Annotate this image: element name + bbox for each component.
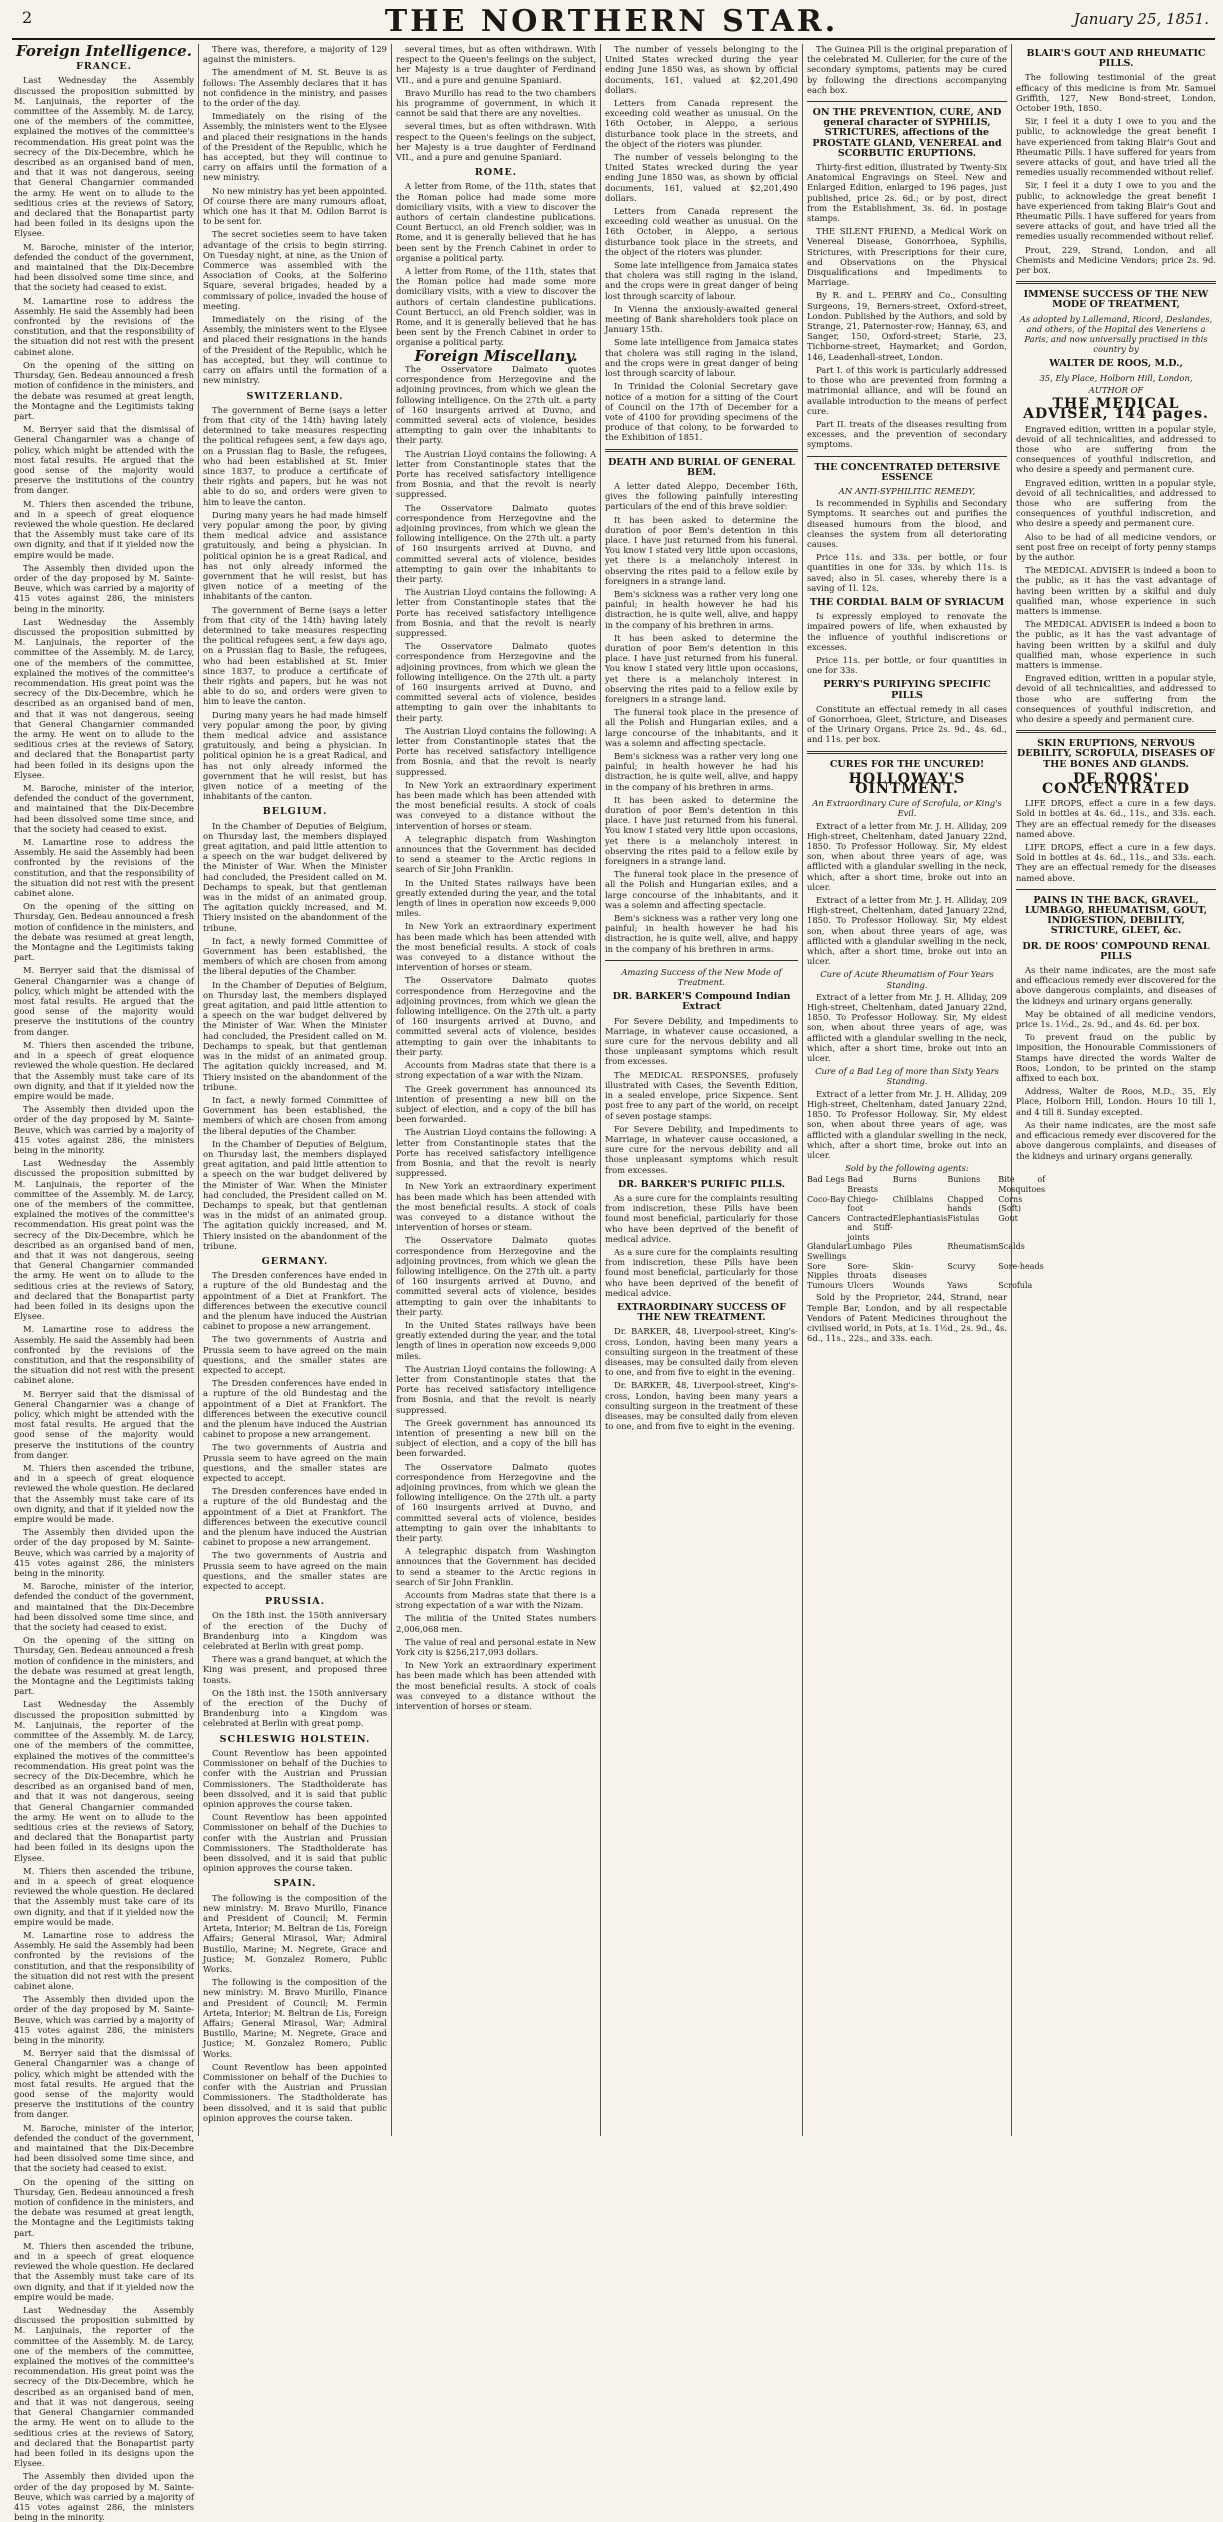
ad-subheading: AN ANTI-SYPHILITIC REMEDY, — [838, 485, 976, 496]
article-paragraph: Last Wednesday the Assembly discussed the proposition submitted by M. Lanjuinais, the reporter of the committee of the Assembly. M. de Larcy, one of the members of the committee, explained the motives of the committee's recommendation. His great point was the secrecy of the Dix-Decembre, which he described as an organised band of men, and that it was not dangerous, seeing that General Changarnier commanded the army. He went on to allude to the seditious cries at the reviews of Satory, and declared that the Bonapartist party had been foiled in its designs upon the Elysee. — [14, 1158, 194, 1322]
ad-paragraph: Sir, I feel it a duty I owe to you and the public, to acknowledge the great benefit I have experienced from taking Blair's Gout and Rheumatic Pills. I have suffered for years from severe attacks of gout, and have tried all the remedies usually recommended without relief. — [1016, 180, 1216, 242]
divider — [605, 960, 798, 961]
ailment-item: Piles — [892, 1242, 913, 1252]
ailment-item: Scurvy — [947, 1261, 976, 1271]
article-paragraph: M. Baroche, minister of the interior, defended the conduct of the government, and maintained that the Dix-Decembre had been dissolved some time since, and that the society had ceased to exist. — [14, 2122, 194, 2174]
article-paragraph: M. Berryer said that the dismissal of General Changarnier was a change of policy, which might be attended with the most fatal results. He argued that the good sense of the majority would preserve the institutions of the country from danger. — [14, 424, 194, 496]
article-paragraph: Last Wednesday the Assembly discussed the proposition submitted by M. Lanjuinais, the reporter of the committee of the Assembly. M. de Larcy, one of the members of the committee, explained the motives of the committee's recommendation. His great point was the secrecy of the Dix-Decembre, which he described as an organised band of men, and that it was not dangerous, seeing that General Changarnier commanded the army. He went on to allude to the seditious cries at the reviews of Satory, and declared that the Bonapartist party had been foiled in its designs upon the Elysee. — [14, 75, 194, 239]
ad-paragraph: As their name indicates, are the most safe and efficacious remedy ever discovered for the above dangerous complaints, and diseases of the kidneys and urinary organs generally. — [1016, 965, 1216, 1006]
article-paragraph: Last Wednesday the Assembly discussed the proposition submitted by M. Lanjuinais, the reporter of the committee of the Assembly. M. de Larcy, one of the members of the committee, explained the motives of the committee's recommendation. His great point was the secrecy of the Dix-Decembre, which he described as an organised band of men, and that it was not dangerous, seeing that General Changarnier commanded the army. He went on to allude to the seditious cries at the reviews of Satory, and declared that the Bonapartist party had been foiled in its designs upon the Elysee. — [14, 616, 194, 780]
ailment-item: Chapped hands — [947, 1194, 984, 1214]
article-paragraph: M. Lamartine rose to address the Assembly. He said the Assembly had been confronted by the revisions of the constitution, and that the responsibility of the situation did not rest with the present cabinet alone. — [14, 295, 194, 357]
article-paragraph: The Dresden conferences have ended in a rupture of the old Bundestag and the appointment of a Diet at Frankfort. The differences between the executive council and the plenum have induced the Austrian cabinet to propose a new arrangement. — [203, 1270, 387, 1332]
ailment-item: Ulcers — [847, 1280, 874, 1290]
article-paragraph: The amendment of M. St. Beuve is as follows: The Assembly declares that it has not confidence in the ministry, and passes to the order of the day. — [203, 67, 387, 109]
article-paragraph: A telegraphic dispatch from Washington announces that the Government has decided to send a steamer to the Arctic regions in search of Sir John Franklin. — [396, 1546, 596, 1587]
ailment-item: Bad Legs — [807, 1175, 845, 1185]
subheading-germany: GERMANY. — [261, 1255, 329, 1267]
ad-subheading: As adopted by Lallemand, Ricord, Deslandes, and others, of the Hopital des Veneriens a Paris, and now universally practised in this country by — [1019, 313, 1213, 355]
page-number: 2 — [22, 8, 33, 27]
ad-heading: CURES FOR THE UNCURED! — [829, 758, 985, 770]
article-paragraph: In Trinidad the Colonial Secretary gave notice of a motion for a sitting of the Court of Council on the 17th of December for a vote of 4100 for providing specimens of the produce of that colony, to be forwarded to the Exhibition of 1851. — [605, 381, 798, 443]
article-paragraph: No new ministry has yet been appointed. Of course there are many rumours afloat, which one has it that M. Odilon Barrot is to be sent for. — [203, 185, 387, 227]
ad-paragraph: By R. and L. PERRY and Co., Consulting Surgeons, 19, Berners-street, Oxford-street, London. Published by the Authors, and sold by Strange, 21, Paternoster-row; Hannay, 63, and Sanger, 150, Oxford-street; Starie, 23, Tichborne-street, Haymarket; and Gordon, 146, Leadenhall-street, London. — [807, 290, 1007, 362]
article-paragraph: The Osservatore Dalmato quotes correspondence from Herzegovine and the adjoining provinces, from which we glean the following intelligence. On the 27th ult. a party of 160 insurgents arrived at Duvno, and committed several acts of violence, besides attempting to gain over the inhabitants to their party. — [396, 641, 596, 723]
divider — [807, 101, 1007, 102]
article-paragraph: Last Wednesday the Assembly discussed the proposition submitted by M. Lanjuinais, the reporter of the committee of the Assembly. M. de Larcy, one of the members of the committee, explained the motives of the committee's recommendation. His great point was the secrecy of the Dix-Decembre, which he described as an organised band of men, and that it was not dangerous, seeing that General Changarnier commanded the army. He went on to allude to the seditious cries at the reviews of Satory, and declared that the Bonapartist party had been foiled in its designs upon the Elysee. — [14, 1699, 194, 1863]
article-paragraph: In the United States railways have been greatly extended during the year, and the total length of lines in operation now exceeds 9,000 miles. — [396, 877, 596, 919]
article-paragraph: The Assembly then divided upon the order of the day proposed by M. Sainte-Beuve, which was carried by a majority of 415 votes against 286, the ministers being in the minority. — [14, 1527, 194, 1579]
article-paragraph: On the opening of the sitting on Thursday, Gen. Bedeau announced a fresh motion of confidence in the ministers, and the debate was resumed at great length, the Montagne and the Legitimists taking part. — [14, 901, 194, 963]
article-paragraph: The Assembly then divided upon the order of the day proposed by M. Sainte-Beuve, which was carried by a majority of 415 votes against 286, the ministers being in the minority. — [14, 2471, 194, 2522]
article-paragraph: The militia of the United States numbers 2,006,068 men. — [396, 1613, 596, 1634]
ad-heading: PAINS IN THE BACK, GRAVEL, LUMBAGO, RHEUMATISM, GOUT, INDIGESTION, DEBILITY, STRICTURE, GLEET, &c. — [1024, 894, 1208, 937]
article-paragraph: It has been asked to determine the duration of poor Bem's detention in this place. I have just returned from his funeral. You know I stated very little upon occasions, yet there is a melancholy interest in observing the rites paid to a fellow exile by foreigners in a strange land. — [605, 514, 798, 586]
article-paragraph: In fact, a newly formed Committee of Government has been established, the members of which are chosen from among the liberal deputies of the Chamber. — [203, 935, 387, 977]
column-4 — [605, 44, 798, 2134]
ad-paragraph: Engraved edition, written in a popular style, devoid of all technicalities, and addressed to those who are suffering from the consequences of youthful indiscretion, and who desire a speedy and permanent cure. — [1016, 673, 1216, 724]
ad-heading: SKIN ERUPTIONS, NERVOUS DEBILITY, SCROFULA, DISEASES OF THE BONES AND GLANDS. — [1016, 738, 1216, 770]
article-paragraph: Letters from Canada represent the exceeding cold weather as unusual. On the 16th October, in Aleppo, a serious disturbance took place in the streets, and the object of the rioters was plunder. — [605, 206, 798, 257]
article-paragraph: It has been asked to determine the duration of poor Bem's detention in this place. I have just returned from his funeral. You know I stated very little upon occasions, yet there is a melancholy interest in observing the rites paid to a fellow exile by foreigners in a strange land. — [605, 794, 798, 867]
newspaper-title: THE NORTHERN STAR. — [384, 4, 839, 39]
article-paragraph: Count Reventlow has been appointed Commissioner on behalf of the Duchies to confer with the Austrian and Prussian Commissioners. The Stadtholderate has been dissolved, and it is said that public opinion approves the course taken. — [203, 1747, 387, 1809]
article-paragraph: The Assembly then divided upon the order of the day proposed by M. Sainte-Beuve, which was carried by a majority of 415 votes against 286, the ministers being in the minority. — [14, 1104, 194, 1155]
ad-heading: DR. BARKER'S Compound Indian Extract — [612, 991, 791, 1013]
ailment-item: Sore-heads — [998, 1261, 1044, 1271]
article-paragraph: M. Baroche, minister of the interior, defended the conduct of the government, and maintained that the Dix-Decembre had been dissolved some time since, and that the society had ceased to exist. — [14, 1581, 194, 1633]
ad-paragraph: LIFE DROPS, effect a cure in a few days. Sold in bottles at 4s. 6d., 11s., and 33s. each. They are an effectual remedy for the diseases named above. — [1016, 842, 1216, 883]
ad-title: DE ROOS' CONCENTRATED — [1041, 770, 1191, 797]
article-paragraph: The Austrian Lloyd contains the following: A letter from Constantinople states that the Porte has received satisfactory intelligence from Bosnia, and that the revolt is nearly suppressed. — [396, 587, 596, 638]
article-paragraph: In New York an extraordinary experiment has been made which has been attended with the most beneficial results. A stock of coals was conveyed to a distance without the intervention of horses or steam. — [396, 779, 596, 831]
article-paragraph: The two governments of Austria and Prussia seem to have agreed on the main questions, and the smaller states are expected to accept. — [203, 1334, 387, 1375]
ailment-item: Skin-diseases — [892, 1261, 927, 1281]
ailment-item: Fistulas — [947, 1213, 980, 1223]
divider — [1016, 281, 1216, 284]
ad-title: HOLLOWAY'S OINTMENT. — [848, 770, 966, 797]
ad-paragraph: Price 11s. and 33s. per bottle, or four quantities in one for 33s. by which 11s. is saved; also in 5l. cases, whereby there is a saving of 1l. 12s. — [807, 552, 1007, 593]
ad-subheading: An Extraordinary Cure of Scrofula, or King's Evil. — [812, 798, 1002, 819]
ad-paragraph: The Guinea Pill is the original preparation of the celebrated M. Cullerier, for the cure of the secondary symptoms, patients may be cured by following the directions accompanying each box. — [807, 44, 1007, 95]
article-paragraph: Some late intelligence from Jamaica states that cholera was still raging in the island, and the crops were in great danger of being lost through scarcity of labour. — [605, 260, 798, 301]
ad-paragraph: Dr. BARKER, 48, Liverpool-street, King's-cross, London, having been many years a consulting surgeon in the treatment of these diseases, may be consulted daily from eleven to one, and from five to eight in the evening. — [605, 1380, 798, 1432]
ailment-item: Contracted and Stiff-joints — [847, 1213, 893, 1242]
issue-date: January 25, 1851. — [1073, 10, 1209, 28]
article-paragraph: M. Baroche, minister of the interior, defended the conduct of the government, and maintained that the Dix-Decembre had been dissolved some time since, and that the society had ceased to exist. — [14, 241, 194, 293]
divider — [807, 456, 1007, 457]
article-paragraph: A telegraphic dispatch from Washington announces that the Government has decided to send a steamer to the Arctic regions in search of Sir John Franklin. — [396, 833, 596, 875]
masthead-rule — [12, 38, 1215, 40]
column-divider — [1011, 44, 1012, 2136]
ad-heading: PERRY'S PURIFYING SPECIFIC PILLS — [823, 679, 991, 701]
ad-paragraph: The MEDICAL ADVISER is indeed a boon to the public, as it has the vast advantage of having been written by a skilful and duly qualified man, whose experience in such matters is immense. — [1016, 619, 1216, 670]
article-paragraph: The Austrian Lloyd contains the following: A letter from Constantinople states that the Porte has received satisfactory intelligence from Bosnia, and that the revolt is nearly suppressed. — [396, 448, 596, 500]
article-paragraph: M. Lamartine rose to address the Assembly. He said the Assembly had been confronted by the revisions of the constitution, and that the responsibility of the situation did not rest with the present cabinet alone. — [14, 1929, 194, 1991]
ad-heading: DR. DE ROOS' COMPOUND RENAL PILLS — [1022, 940, 1210, 962]
ad-paragraph: Sold by the Proprietor, 244, Strand, near Temple Bar, London, and by all respectable Vendors of Patent Medicines throughout the civilised world, in Pots, at 1s. 1½d., 2s. 9d., 4s. 6d., 11s., 22s., and 33s. each. — [807, 1292, 1007, 1344]
article-paragraph: In the Chamber of Deputies of Belgium, on Thursday last, the members displayed great agitation, and paid little attention to a speech on the war budget delivered by the Minister of War. When the Minister had concluded, the President called on M. Dechamps to speak, but that gentleman was in the midst of an animated group. The agitation quickly increased, and M. Thiery insisted on the abandonment of the tribune. — [203, 1138, 387, 1251]
ad-paragraph: Thirty-first edition, illustrated by Twenty-Six Anatomical Engravings on Steel. New and Enlarged Edition, enlarged to 196 pages, just published, price 2s. 6d.; or by post, direct from the Establishment, 3s. 6d. in postage stamps. — [807, 162, 1007, 224]
article-paragraph: There was, therefore, a majority of 129 against the ministers. — [203, 44, 387, 65]
ad-paragraph: Part I. of this work is particularly addressed to those who are prevented from forming a matrimonial alliance, and will be found an available introduction to the means of perfect cure. — [807, 364, 1007, 416]
column-divider — [391, 44, 392, 2136]
subheading-spain: SPAIN. — [273, 1878, 317, 1890]
ailment-item: Corns (Soft) — [998, 1194, 1023, 1214]
article-paragraph: There was a grand banquet, at which the King was present, and proposed three toasts. — [203, 1654, 387, 1685]
article-paragraph: In fact, a newly formed Committee of Government has been established, the members of which are chosen from among the liberal deputies of the Chamber. — [203, 1094, 387, 1136]
divider — [1016, 730, 1216, 733]
article-paragraph: The following is the composition of the new ministry: M. Bravo Murillo, Finance and President of Council; M. Fermin Arteta, Interior; M. Beltran de Lis, Foreign Affairs; General Mirasol, War; Admiral Bustillo, Marine; M. Negrete, Grace and Justice; M. Gonzalez Romero, Public Works. — [203, 1892, 387, 1974]
ad-paragraph: For Severe Debility, and Impediments to Marriage, in whatever cause occasioned, a sure cure for the nervous debility and all those unpleasant symptoms which result from excesses. — [605, 1123, 798, 1175]
article-paragraph: The Austrian Lloyd contains the following: A letter from Constantinople states that the Porte has received satisfactory intelligence from Bosnia, and that the revolt is nearly suppressed. — [396, 1127, 596, 1179]
ailment-item: Bunions — [947, 1175, 981, 1185]
article-paragraph: The Osservatore Dalmato quotes correspondence from Herzegovine and the adjoining provinces, from which we glean the following intelligence. On the 27th ult. a party of 160 insurgents arrived at Duvno, and committed several acts of violence, besides attempting to gain over the inhabitants to their party. — [396, 1235, 596, 1317]
article-paragraph: M. Berryer said that the dismissal of General Changarnier was a change of policy, which might be attended with the most fatal results. He argued that the good sense of the majority would preserve the institutions of the country from danger. — [14, 1388, 194, 1460]
ailment-item: Chiego-foot — [847, 1194, 879, 1214]
ailment-item: Bad Breasts — [847, 1175, 878, 1194]
ailment-item: Rheumatism — [947, 1242, 999, 1252]
section-heading: Foreign Miscellany. — [414, 346, 578, 365]
article-paragraph: several times, but as often withdrawn. With respect to the Queen's feelings on the subject, her Majesty is a true daughter of Ferdinand VII., and a pure and genuine Spaniard. — [396, 121, 596, 163]
article-paragraph: Last Wednesday the Assembly discussed the proposition submitted by M. Lanjuinais, the reporter of the committee of the Assembly. M. de Larcy, one of the members of the committee, explained the motives of the committee's recommendation. His great point was the secrecy of the Dix-Decembre, which he described as an organised band of men, and that it was not dangerous, seeing that General Changarnier commanded the army. He went on to allude to the seditious cries at the reviews of Satory, and declared that the Bonapartist party had been foiled in its designs upon the Elysee. — [14, 2305, 194, 2469]
article-heading: DEATH AND BURIAL OF GENERAL BEM. — [608, 456, 795, 478]
article-paragraph: The Greek government has announced its intention of presenting a new bill on the subject of election, and a copy of the bill has been forwarded. — [396, 1083, 596, 1125]
article-paragraph: In the United States railways have been greatly extended during the year, and the total length of lines in operation now exceeds 9,000 miles. — [396, 1319, 596, 1361]
ailment-item: Cancers — [807, 1213, 841, 1223]
ad-heading: IMMENSE SUCCESS OF THE NEW MODE OF TREATMENT, — [1023, 289, 1209, 311]
article-paragraph: On the opening of the sitting on Thursday, Gen. Bedeau announced a fresh motion of confidence in the ministers, and the debate was resumed at great length, the Montagne and the Legitimists taking part. — [14, 359, 194, 421]
article-paragraph: Bem's sickness was a rather very long one painful; in health however he had his distraction, he is quite well, alive, and happy in the company of his brethren in arms. — [605, 913, 798, 954]
subheading-belgium: BELGIUM. — [262, 806, 328, 818]
article-paragraph: The following is the composition of the new ministry: M. Bravo Murillo, Finance and President of Council; M. Fermin Arteta, Interior; M. Beltran de Lis, Foreign Affairs; General Mirasol, War; Admiral Bustillo, Marine; M. Negrete, Grace and Justice; M. Gonzalez Romero, Public Works. — [203, 1977, 387, 2059]
article-paragraph: In New York an extraordinary experiment has been made which has been attended with the most beneficial results. A stock of coals was conveyed to a distance without the intervention of horses or steam. — [396, 1660, 596, 1712]
ad-heading: THE CORDIAL BALM OF SYRIACUM — [809, 596, 1005, 608]
article-paragraph: The funeral took place in the presence of all the Polish and Hungarian exiles, and a large concourse of the inhabitants, and it was a solemn and affecting spectacle. — [605, 869, 798, 910]
article-paragraph: The Assembly then divided upon the order of the day proposed by M. Sainte-Beuve, which was carried by a majority of 415 votes against 286, the ministers being in the minority. — [14, 562, 194, 614]
ad-paragraph: Sir, I feel it a duty I owe to you and the public, to acknowledge the great benefit I have experienced from taking Blair's Gout and Rheumatic Pills. I have suffered for years from severe attacks of gout, and have tried all the remedies usually recommended without relief. — [1016, 116, 1216, 178]
ad-paragraph: As a sure cure for the complaints resulting from indiscretion, these Pills have been found most beneficial, particularly for those who have been deprived of the benefit of medical advice. — [605, 1192, 798, 1244]
ailment-item: Burns — [892, 1175, 917, 1185]
article-paragraph: In the Chamber of Deputies of Belgium, on Thursday last, the members displayed great agitation, and paid little attention to a speech on the war budget delivered by the Minister of War. When the Minister had concluded, the President called on M. Dechamps to speak, but that gentleman was in the midst of an animated group. The agitation quickly increased, and M. Thiery insisted on the abandonment of the tribune. — [203, 979, 387, 1092]
ad-paragraph: LIFE DROPS, effect a cure in a few days. Sold in bottles at 4s. 6d., 11s., and 33s. each. They are an effectual remedy for the diseases named above. — [1016, 798, 1216, 839]
ad-paragraph: Extract of a letter from Mr. J. H. Alliday, 209 High-street, Cheltenham, dated January 22nd, 1850. To Professor Holloway. Sir, My eldest son, when about three years of age, was afflicted with a glandular swelling in the neck, which, after a short time, broke out into an ulcer. — [807, 1088, 1007, 1160]
ailment-item: Sore Nipples — [807, 1261, 839, 1281]
ad-paragraph: Extract of a letter from Mr. J. H. Alliday, 209 High-street, Cheltenham, dated January 22nd, 1850. To Professor Holloway. Sir, My eldest son, when about three years of age, was afflicted with a glandular swelling in the neck, which, after a short time, broke out into an ulcer. — [807, 820, 1007, 892]
ad-paragraph: The MEDICAL RESPONSES, profusely illustrated with Cases, the Seventh Edition, in a sealed envelope, price Sixpence. Sent post free to any part of the world, on receipt of seven postage stamps. — [605, 1069, 798, 1121]
divider — [807, 751, 1007, 754]
article-paragraph: A letter dated Aleppo, December 16th, gives the following painfully interesting particulars of the end of this brave soldier: — [605, 480, 798, 512]
column-1 — [14, 42, 194, 2522]
ad-subheading: Cure of a Bad Leg of more than Sixty Years Standing. — [815, 1066, 999, 1087]
subheading-schleswig-holstein: SCHLESWIG HOLSTEIN. — [219, 1733, 371, 1745]
article-paragraph: The government of Berne (says a letter from that city of the 14th) having lately determined to take measures respecting the political refugees sent, a few days ago, on a Prussian flag to Basle, the refugees, who had been established at St. Imier since 1837, to produce a certificate of their rights and papers, but he was not able to do so, and orders were given to him to leave the canton. — [203, 604, 387, 707]
ad-paragraph: To prevent fraud on the public by imposition, the Honourable Commissioners of Stamps have directed the words Walter de Roos, London, to be printed on the stamp affixed to each box. — [1016, 1032, 1216, 1084]
article-paragraph: The value of real and personal estate in New York city is $256,217,093 dollars. — [396, 1636, 596, 1658]
ad-heading: DR. BARKER'S PURIFIC PILLS. — [617, 1178, 786, 1190]
divider — [1016, 889, 1216, 890]
ad-paragraph: Address, Walter de Roos, M.D., 35, Ely Place, Holborn Hill, London. Hours 10 till 1, and 4 till 8. Sunday excepted. — [1016, 1086, 1216, 1117]
article-paragraph: On the 18th inst. the 150th anniversary of the erection of the Duchy of Brandenburg into a Kingdom was celebrated at Berlin with great pomp. — [203, 1610, 387, 1652]
article-paragraph: During many years he had made himself very popular among the poor, by giving them medical advice and assistance gratuitously, and being a physician. In political opinion he is a great Radical, and has not only already informed the government that he will resist, but has given notice of a meeting of the inhabitants of the canton. — [203, 709, 387, 802]
article-paragraph: On the opening of the sitting on Thursday, Gen. Bedeau announced a fresh motion of confidence in the ministers, and the debate was resumed at great length, the Montagne and the Legitimists taking part. — [14, 1635, 194, 1697]
article-paragraph: The Osservatore Dalmato quotes correspondence from Herzegovine and the adjoining provinces, from which we glean the following intelligence. On the 27th ult. a party of 160 insurgents arrived at Duvno, and committed several acts of violence, besides attempting to gain over the inhabitants to their party. — [396, 975, 596, 1057]
column-5 — [807, 44, 1046, 2134]
ailment-item: Lumbago — [847, 1242, 886, 1252]
subheading-switzerland: SWITZERLAND. — [246, 390, 344, 402]
ailment-item: Wounds — [892, 1280, 925, 1290]
article-paragraph: A letter from Rome, of the 11th, states that the Roman police had made some more domiciliary visits, with a view to discover the authors of certain clandestine publications. Count Bertucci, an old French soldier, was in Rome, and it is generally believed that he has been sent by the French Cabinet in order to organise a political party. — [396, 266, 596, 348]
column-3 — [396, 44, 596, 2134]
article-paragraph: The Osservatore Dalmato quotes correspondence from Herzegovine and the adjoining provinces, from which we glean the following intelligence. On the 27th ult. a party of 160 insurgents arrived at Duvno, and committed several acts of violence, besides attempting to gain over the inhabitants to their party. — [396, 363, 596, 446]
article-paragraph: The government of Berne (says a letter from that city of the 14th) having lately determined to take measures respecting the political refugees sent, a few days ago, on a Prussian flag to Basle, the refugees, who had been established at St. Imier since 1837, to produce a certificate of their rights and papers, but he was not able to do so, and orders were given to him to leave the canton. — [203, 404, 387, 507]
article-paragraph: In New York an extraordinary experiment has been made which has been attended with the most beneficial results. A stock of coals was conveyed to a distance without the intervention of horses or steam. — [396, 921, 596, 973]
article-paragraph: Immediately on the rising of the Assembly, the ministers went to the Elysee and placed their resignations in the hands of the President of the Republic, which he has accepted, but they will continue to carry on affairs until the formation of a new ministry. — [203, 111, 387, 183]
ad-paragraph: Is expressly employed to renovate the impaired powers of life, when exhausted by the influence of youthful indiscretions or excesses. — [807, 611, 1007, 652]
article-paragraph: Letters from Canada represent the exceeding cold weather as unusual. On the 16th October, in Aleppo, a serious disturbance took place in the streets, and the object of the rioters was plunder. — [605, 98, 798, 149]
ad-tagline: Amazing Success of the New Mode of Treatment. — [621, 966, 782, 988]
ailment-item: Glandular Swellings — [807, 1242, 848, 1262]
column-divider — [600, 44, 601, 2136]
ailment-item: Gout — [998, 1213, 1018, 1223]
ailment-item: Scrofula — [998, 1280, 1033, 1290]
ad-paragraph: Engraved edition, written in a popular style, devoid of all technicalities, and addressed to those who are suffering from the consequences of youthful indiscretion, and who desire a speedy and permanent cure. — [1016, 423, 1216, 475]
article-paragraph: During many years he had made himself very popular among the poor, by giving them medical advice and assistance gratuitously, and being a physician. In political opinion he is a great Radical, and has not only already informed the government that he will resist, but has given notice of a meeting of the inhabitants of the canton. — [203, 509, 387, 602]
ad-heading: EXTRAORDINARY SUCCESS OF THE NEW TREATMENT. — [617, 1301, 786, 1324]
article-paragraph: The Greek government has announced its intention of presenting a new bill on the subject of election, and a copy of the bill has been forwarded. — [396, 1417, 596, 1459]
article-paragraph: M. Thiers then ascended the tribune, and in a speech of great eloquence reviewed the whole question. He declared that the Assembly must take care of its own dignity, and that if it yielded now the empire would be made. — [14, 498, 194, 560]
ad-title: THE MEDICAL ADVISER, 144 pages. — [1023, 396, 1209, 423]
ailment-item: Elephantiasis — [892, 1213, 948, 1223]
ad-role: AUTHOR OF — [1088, 384, 1144, 395]
section-heading: Foreign Intelligence. — [16, 42, 192, 60]
article-paragraph: The Austrian Lloyd contains the following: A letter from Constantinople states that the Porte has received satisfactory intelligence from Bosnia, and that the revolt is nearly suppressed. — [396, 1363, 596, 1415]
article-paragraph: The Osservatore Dalmato quotes correspondence from Herzegovine and the adjoining provinces, from which we glean the following intelligence. On the 27th ult. a party of 160 insurgents arrived at Duvno, and committed several acts of violence, besides attempting to gain over the inhabitants to their party. — [396, 502, 596, 584]
article-paragraph: Count Reventlow has been appointed Commissioner on behalf of the Duchies to confer with the Austrian and Prussian Commissioners. The Stadtholderate has been dissolved, and it is said that public opinion approves the course taken. — [203, 2061, 387, 2123]
ad-paragraph: For Severe Debility, and Impediments to Marriage, in whatever cause occasioned, a sure cure for the nervous debility and all those unpleasant symptoms which result from excesses. — [605, 1015, 798, 1067]
article-paragraph: The Assembly then divided upon the order of the day proposed by M. Sainte-Beuve, which was carried by a majority of 415 votes against 286, the ministers being in the minority. — [14, 1994, 194, 2045]
column-6 — [1016, 44, 1216, 2134]
article-paragraph: Accounts from Madras state that there is a strong expectation of a war with the Nizam. — [396, 1060, 596, 1081]
ad-paragraph: Price 11s. per bottle, or four quantities in one for 33s. — [807, 654, 1007, 676]
divider — [605, 449, 798, 452]
article-paragraph: The secret societies seem to have taken advantage of the crisis to begin stirring. On Tuesday night, at nine, as the Union of Commerce was assembled with the Association of Cooks, at the Solferino Square, several brigades, headed by a commissary of police, invaded the house of meeting. — [203, 229, 387, 311]
article-paragraph: In New York an extraordinary experiment has been made which has been attended with the most beneficial results. A stock of coals was conveyed to a distance without the intervention of horses or steam. — [396, 1181, 596, 1233]
ad-paragraph: THE SILENT FRIEND, a Medical Work on Venereal Disease, Gonorrhoea, Syphilis, Strictures, with Prescriptions for their cure, and Observations on the Physical Disqualifications and Impediments to Marriage. — [807, 226, 1007, 288]
article-paragraph: The two governments of Austria and Prussia seem to have agreed on the main questions, and the smaller states are expected to accept. — [203, 1550, 387, 1592]
column-divider — [198, 44, 199, 2136]
column-2 — [203, 44, 387, 2134]
article-paragraph: Bem's sickness was a rather very long one painful; in health however he had his distraction, he is quite well, alive, and happy in the company of his brethren in arms. — [605, 751, 798, 792]
ad-paragraph: Prout, 229, Strand, London, and all Chemists and Medicine Vendors; price 2s. 9d. per box. — [1016, 244, 1216, 276]
article-paragraph: In Vienna the anxiously-awaited general meeting of Bank shareholders took place on January 15th. — [605, 303, 798, 335]
ad-paragraph: Extract of a letter from Mr. J. H. Alliday, 209 High-street, Cheltenham, dated January 22nd, 1850. To Professor Holloway. Sir, My eldest son, when about three years of age, was afflicted with a glandular swelling in the neck, which, after a short time, broke out into an ulcer. — [807, 991, 1007, 1064]
ailment-item: Chilblains — [892, 1194, 934, 1204]
subheading-rome: ROME. — [474, 167, 518, 179]
article-paragraph: Count Reventlow has been appointed Commissioner on behalf of the Duchies to confer with the Austrian and Prussian Commissioners. The Stadtholderate has been dissolved, and it is said that public opinion approves the course taken. — [203, 1812, 387, 1874]
ad-heading: BLAIR'S GOUT AND RHEUMATIC PILLS. — [1026, 48, 1206, 70]
article-paragraph: The Osservatore Dalmato quotes correspondence from Herzegovine and the adjoining provinces, from which we glean the following intelligence. On the 27th ult. a party of 160 insurgents arrived at Duvno, and committed several acts of violence, besides attempting to gain over the inhabitants to their party. — [396, 1461, 596, 1544]
article-paragraph: M. Thiers then ascended the tribune, and in a speech of great eloquence reviewed the whole question. He declared that the Assembly must take care of its own dignity, and that if it yielded now the empire would be made. — [14, 2240, 194, 2302]
article-paragraph: M. Berryer said that the dismissal of General Changarnier was a change of policy, which might be attended with the most fatal results. He argued that the good sense of the majority would preserve the institutions of the country from danger. — [14, 2048, 194, 2120]
ad-paragraph: Part II. treats of the diseases resulting from excesses, and the prevention of secondary symptoms. — [807, 418, 1007, 450]
ad-paragraph: Extract of a letter from Mr. J. H. Alliday, 209 High-street, Cheltenham, dated January 22nd, 1850. To Professor Holloway. Sir, My eldest son, when about three years of age, was afflicted with a glandular swelling in the neck, which, after a short time, broke out into an ulcer. — [807, 895, 1007, 967]
article-paragraph: M. Thiers then ascended the tribune, and in a speech of great eloquence reviewed the whole question. He declared that the Assembly must take care of its own dignity, and that if it yielded now the empire would be made. — [14, 1865, 194, 1927]
article-paragraph: The Austrian Lloyd contains the following: A letter from Constantinople states that the Porte has received satisfactory intelligence from Bosnia, and that the revolt is nearly suppressed. — [396, 725, 596, 777]
article-paragraph: M. Berryer said that the dismissal of General Changarnier was a change of policy, which might be attended with the most fatal results. He argued that the good sense of the majority would preserve the institutions of the country from danger. — [14, 965, 194, 1037]
article-paragraph: Bravo Murillo has read to the two chambers his programme of government, in which it cannot be said that there are any novelties. — [396, 87, 596, 119]
subheading-prussia: PRUSSIA. — [265, 1596, 325, 1608]
article-paragraph: The number of vessels belonging to the United States wrecked during the year ending June 1850 was, as shown by official documents, 161, valued at $2,201,490 dollars. — [605, 152, 798, 203]
article-paragraph: M. Baroche, minister of the interior, defended the conduct of the government, and maintained that the Dix-Decembre had been dissolved some time since, and that the society had ceased to exist. — [14, 783, 194, 834]
ad-paragraph: Engraved edition, written in a popular style, devoid of all technicalities, and addressed to those who are suffering from the consequences of youthful indiscretion, and who desire a speedy and permanent cure. — [1016, 477, 1216, 529]
ad-paragraph: May be obtained of all medicine vendors, price 1s. 1½d., 2s. 9d., and 4s. 6d. per box. — [1016, 1008, 1216, 1030]
article-paragraph: The two governments of Austria and Prussia seem to have agreed on the main questions, and the smaller states are expected to accept. — [203, 1442, 387, 1484]
article-paragraph: The funeral took place in the presence of all the Polish and Hungarian exiles, and a large concourse of the inhabitants, and it was a solemn and affecting spectacle. — [605, 707, 798, 748]
article-paragraph: Some late intelligence from Jamaica states that cholera was still raging in the island, and the crops were in great danger of being lost through scarcity of labour. — [605, 337, 798, 379]
ailment-item: Coco-Bay — [807, 1194, 846, 1204]
ad-paragraph: The MEDICAL ADVISER is indeed a boon to the public, as it has the vast advantage of having been written by a skilful and duly qualified man, whose experience in such matters is immense. — [1016, 565, 1216, 616]
ailment-item: Scalds — [998, 1242, 1025, 1252]
article-paragraph: The number of vessels belonging to the United States wrecked during the year ending June 1850 was, as shown by official documents, 161, valued at $2,201,490 dollars. — [605, 44, 798, 95]
ailment-item: Bite of Mosquitoes — [998, 1175, 1046, 1194]
ad-paragraph: As their name indicates, are the most safe and efficacious remedy ever discovered for the above dangerous complaints, and diseases of the kidneys and urinary organs generally. — [1016, 1119, 1216, 1161]
article-paragraph: On the 18th inst. the 150th anniversary of the erection of the Duchy of Brandenburg into a Kingdom was celebrated at Berlin with great pomp. — [203, 1687, 387, 1729]
subheading-france: FRANCE. — [76, 61, 132, 73]
masthead — [0, 4, 1223, 39]
ad-subheading: Sold by the following agents: — [845, 1163, 969, 1174]
ad-paragraph: Also to be had of all medicine vendors, or sent post free on receipt of forty penny stamps by the author. — [1016, 531, 1216, 562]
ad-paragraph: Is recommended in Syphilis and Secondary Symptoms. It searches out and purifies the diseased humours from the blood, and cleanses the system from all deteriorating causes. — [807, 498, 1007, 549]
article-paragraph: Immediately on the rising of the Assembly, the ministers went to the Elysee and placed their resignations in the hands of the President of the Republic, which he has accepted, but they will continue to carry on affairs until the formation of a new ministry. — [203, 314, 387, 386]
column-divider — [802, 44, 803, 2136]
article-paragraph: Accounts from Madras state that there is a strong expectation of a war with the Nizam. — [396, 1590, 596, 1611]
article-paragraph: M. Thiers then ascended the tribune, and in a speech of great eloquence reviewed the whole question. He declared that the Assembly must take care of its own dignity, and that if it yielded now the empire would be made. — [14, 1039, 194, 1101]
article-paragraph: M. Lamartine rose to address the Assembly. He said the Assembly had been confronted by the revisions of the constitution, and that the responsibility of the situation did not rest with the present cabinet alone. — [14, 1324, 194, 1386]
ad-paragraph: Dr. BARKER, 48, Liverpool-street, King's-cross, London, having been many years a consulting surgeon in the treatment of these diseases, may be consulted daily from eleven to one, and from five to eight in the evening. — [605, 1326, 798, 1378]
article-paragraph: M. Thiers then ascended the tribune, and in a speech of great eloquence reviewed the whole question. He declared that the Assembly must take care of its own dignity, and that if it yielded now the empire would be made. — [14, 1463, 194, 1525]
article-paragraph: In the Chamber of Deputies of Belgium, on Thursday last, the members displayed great agitation, and paid little attention to a speech on the war budget delivered by the Minister of War. When the Minister had concluded, the President called on M. Dechamps to speak, but that gentleman was in the midst of an animated group. The agitation quickly increased, and M. Thiery insisted on the abandonment of the tribune. — [203, 820, 387, 933]
ad-author-name: WALTER DE ROOS, M.D., — [1049, 358, 1183, 370]
article-paragraph: Bem's sickness was a rather very long one painful; in health however he had his distraction, he is quite well, alive, and happy in the company of his brethren in arms. — [605, 588, 798, 630]
article-paragraph: The Dresden conferences have ended in a rupture of the old Bundestag and the appointment of a Diet at Frankfort. The differences between the executive council and the plenum have induced the Austrian cabinet to propose a new arrangement. — [203, 1486, 387, 1548]
article-paragraph: On the opening of the sitting on Thursday, Gen. Bedeau announced a fresh motion of confidence in the ministers, and the debate was resumed at great length, the Montagne and the Legitimists taking part. — [14, 2176, 194, 2238]
ailment-item: Yaws — [947, 1280, 968, 1290]
article-paragraph: M. Lamartine rose to address the Assembly. He said the Assembly had been confronted by the revisions of the constitution, and that the responsibility of the situation did not rest with the present cabinet alone. — [14, 837, 194, 899]
ad-heading: ON THE PREVENTION, CURE, AND general character of SYPHILIS, STRICTURES, affections of the PROSTATE GLAND, VENEREAL and SCORBUTIC ERUPTIONS. — [812, 107, 1002, 159]
article-paragraph: A letter from Rome, of the 11th, states that the Roman police had made some more domiciliary visits, with a view to discover the authors of certain clandestine publications. Count Bertucci, an old French soldier, was in Rome, and it is generally believed that he has been sent by the French Cabinet in order to organise a political party. — [396, 181, 596, 263]
ad-paragraph: As a sure cure for the complaints resulting from indiscretion, these Pills have been found most beneficial, particularly for those who have been deprived of the benefit of medical advice. — [605, 1246, 798, 1298]
ad-heading: THE CONCENTRATED DETERSIVE ESSENCE — [814, 461, 1000, 483]
ailment-item: Tumours — [807, 1280, 843, 1290]
ad-paragraph: Constitute an effectual remedy in all cases of Gonorrhoea, Gleet, Stricture, and Diseases of the Urinary Organs. Price 2s. 9d., 4s. 6d., and 11s. per box. — [807, 703, 1007, 745]
ad-address: 35, Ely Place, Holborn Hill, London, — [1039, 372, 1193, 383]
article-paragraph: The Dresden conferences have ended in a rupture of the old Bundestag and the appointment of a Diet at Frankfort. The differences between the executive council and the plenum have induced the Austrian cabinet to propose a new arrangement. — [203, 1378, 387, 1440]
article-paragraph: It has been asked to determine the duration of poor Bem's detention in this place. I have just returned from his funeral. You know I stated very little upon occasions, yet there is a melancholy interest in observing the rites paid to a fellow exile by foreigners in a strange land. — [605, 632, 798, 704]
ailments-table — [807, 1175, 1046, 1290]
article-paragraph: several times, but as often withdrawn. With respect to the Queen's feelings on the subject, her Majesty is a true daughter of Ferdinand VII., and a pure and genuine Spaniard. — [396, 44, 596, 85]
ailment-item: Sore-throats — [847, 1261, 877, 1281]
ad-subheading: Cure of Acute Rheumatism of Four Years Standing. — [820, 969, 994, 990]
ad-paragraph: The following testimonial of the great efficacy of this medicine is from Mr. Samuel Griffith, 127, New Bond-street, London, October 19th, 1850. — [1016, 72, 1216, 114]
